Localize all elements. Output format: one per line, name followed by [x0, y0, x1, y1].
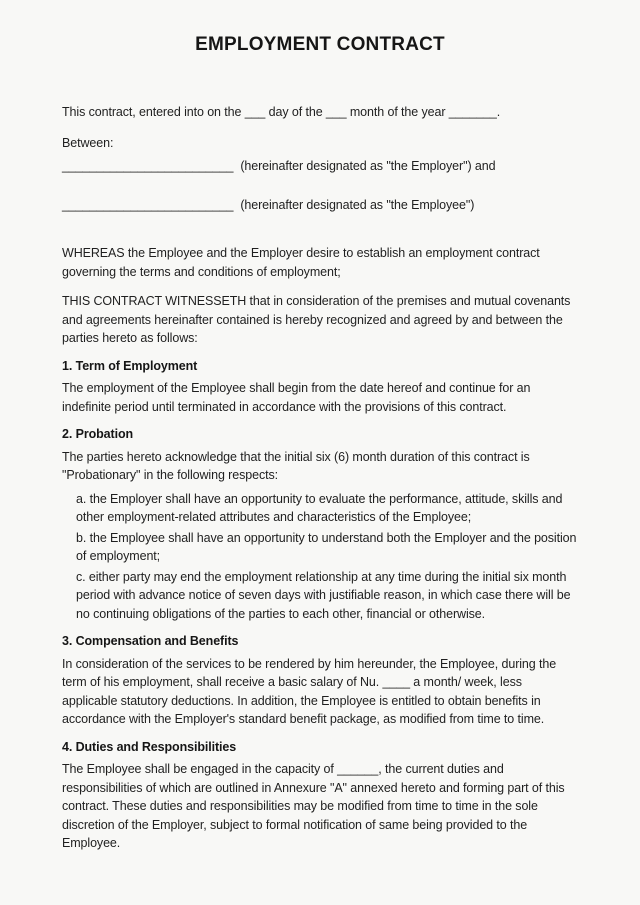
probation-item-b: b. the Employee shall have an opportunity to understand both the Employer and the position of employment;	[76, 530, 577, 563]
section-2-heading: 2. Probation	[62, 427, 134, 441]
section-4-heading: 4. Duties and Responsibilities	[62, 739, 237, 754]
section-3-body: In consideration of the services to be rendered by him hereunder, the Employee, during the term of his employment, shall receive a basic salary of Nu. ____ a month/ week, less applicable statutory deductions. In addition, the Employee is entitled to obtain benefits in accordance with the Employer's standard benefit package, as modified from time to time.	[62, 656, 557, 726]
section-3-heading: 3. Compensation and Benefits	[62, 634, 239, 648]
probation-item-c: c. either party may end the employment relationship at any time during the initial six month period with advance notice of seven days with justifiable reason, in which case there will be no continuing obligations of the parties to each other, financial or otherwise.	[76, 569, 571, 621]
employer-name-blank: _________________________	[62, 159, 234, 173]
section-4-body: The Employee shall be engaged in the capacity of ______, the current duties and responsibilities of which are outlined in Annexure "A" annexed hereto and forming part of this contract. These duties and responsibilities may be modified from time to time in the sole discretion of the Employer, subject to formal notification of same being provided to the Employee.	[62, 762, 565, 850]
opening-clause: This contract, entered into on the ___ day of the ___ month of the year _______.	[62, 105, 501, 119]
probation-sublist	[62, 490, 578, 624]
employee-designation-text: (hereinafter designated as "the Employee")	[240, 197, 475, 212]
section-2-body: The parties hereto acknowledge that the initial six (6) month duration of this contract is "Probationary" in the following respects:	[62, 449, 530, 482]
recital-whereas: WHEREAS the Employee and the Employer desire to establish an employment contract governing the terms and conditions of employment;	[62, 246, 540, 279]
between-label: Between:	[62, 135, 114, 150]
employee-name-blank: _________________________	[62, 197, 234, 212]
probation-item-a: a. the Employer shall have an opportunity to evaluate the performance, attitude, skills and other employment-related attributes and characteristics of the Employee;	[76, 491, 563, 524]
section-1-heading: 1. Term of Employment	[62, 358, 198, 373]
employee-party-line	[62, 196, 578, 215]
document-title: EMPLOYMENT CONTRACT	[195, 34, 445, 55]
section-1-body: The employment of the Employee shall begin from the date hereof and continue for an indefinite period until terminated in accordance with the provisions of this contract.	[62, 381, 531, 414]
employer-party-line	[62, 157, 578, 176]
recital-witnesseth: THIS CONTRACT WITNESSETH that in consideration of the premises and mutual covenants and agreements hereinafter contained is hereby recognized and agreed by and between the parties hereto as follows:	[62, 294, 571, 345]
employer-designation-text: (hereinafter designated as "the Employer") and	[240, 159, 496, 173]
